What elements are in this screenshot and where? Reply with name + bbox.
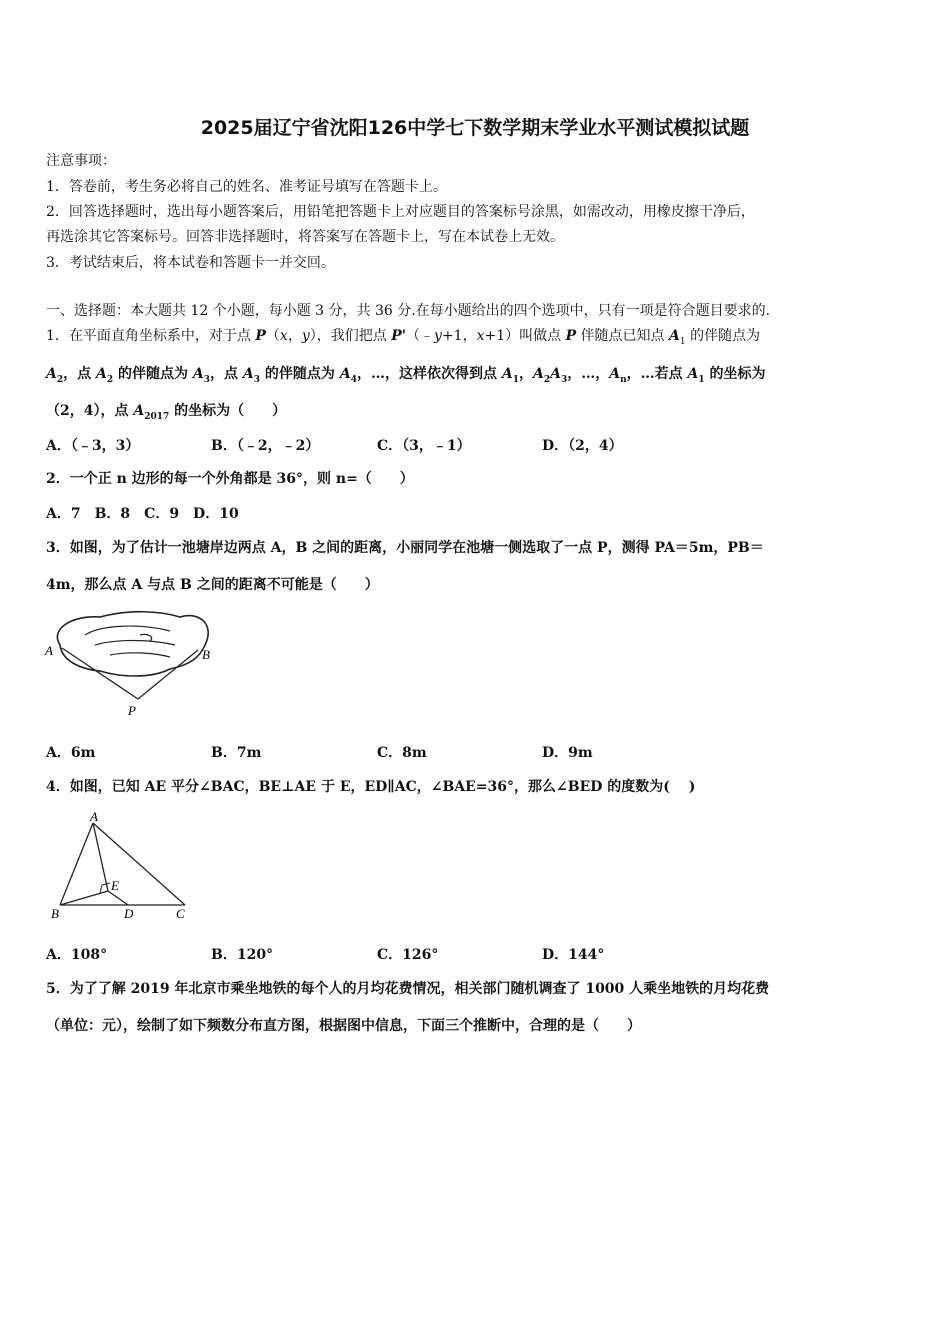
q2-options: A．7 B．8 C．9 D．10 bbox=[46, 506, 239, 522]
label-b: B bbox=[51, 906, 59, 921]
q4-text: 4．如图，已知 AE 平分∠BAC，BE⊥AE 于 E，ED∥AC，∠BAE=36°，那么∠BED 的度数为( ) bbox=[46, 779, 696, 795]
q1-option-b: B．（﹣2，﹣2） bbox=[211, 438, 320, 454]
pond-figure bbox=[40, 605, 230, 725]
q1-line-2: $A_2$，点 $A_2$ 的伴随点为 $A_3$，点 $A_3$ 的伴随点为 $A_4$，…，这样依次得到点 $A_1$，$A_2A_3$，…，$A_n$，…若点 $A_1$ 的坐标为 bbox=[46, 366, 766, 385]
label-e: E bbox=[111, 878, 119, 893]
q4-option-d: D．144° bbox=[542, 947, 605, 963]
q1-option-d: D．（2，4） bbox=[542, 438, 623, 454]
notice-heading: 注意事项： bbox=[46, 153, 116, 169]
page-title: 2025届辽宁省沈阳126中学七下数学期末学业水平测试模拟试题 bbox=[200, 117, 750, 139]
label-p: P bbox=[128, 703, 136, 718]
q1-option-c: C．（3，﹣1） bbox=[377, 438, 471, 454]
triangle-figure bbox=[45, 805, 205, 925]
notice-item-2: 2．回答选择题时，选出每小题答案后，用铅笔把答题卡上对应题目的答案标号涂黑，如需改动，用橡皮擦干净后， bbox=[46, 204, 755, 220]
q4-option-c: C．126° bbox=[377, 947, 439, 963]
notice-item-2-cont: 再选涂其它答案标号。回答非选择题时，将答案写在答题卡上，写在本试卷上无效。 bbox=[46, 229, 564, 245]
q4-option-a: A．108° bbox=[46, 947, 108, 963]
notice-item-1: 1．答卷前，考生务必将自己的姓名、准考证号填写在答题卡上。 bbox=[46, 179, 447, 195]
label-a: A bbox=[90, 809, 98, 824]
label-b: B bbox=[202, 647, 210, 662]
q1-option-a: A．（﹣3，3） bbox=[46, 438, 140, 454]
label-d: D bbox=[124, 906, 134, 921]
q3-line-2: 4m，那么点 A 与点 B 之间的距离不可能是（ ） bbox=[46, 577, 379, 593]
label-a: A bbox=[45, 643, 53, 658]
q5-line-1: 5．为了了解 2019 年北京市乘坐地铁的每个人的月均花费情况，相关部门随机调查了 1000 人乘坐地铁的月均花费 bbox=[46, 981, 770, 997]
q1-line-3: （2，4），点 $A_{2017}$ 的坐标为（ ） bbox=[46, 403, 287, 422]
q3-option-c: C．8m bbox=[377, 745, 427, 761]
label-c: C bbox=[176, 906, 185, 921]
q1-line-1: 1．在平面直角坐标系中，对于点 P（x，y），我们把点 P'（﹣y+1，x+1）叫做点 P 伴随点已知点 $A_1$ 的伴随点为 bbox=[46, 328, 761, 347]
notice-item-3: 3．考试结束后，将本试卷和答题卡一并交回。 bbox=[46, 255, 335, 271]
q2-text: 2．一个正 n 边形的每一个外角都是 36°，则 n=（ ） bbox=[46, 471, 414, 487]
q3-line-1: 3．如图，为了估计一池塘岸边两点 A，B 之间的距离，小丽同学在池塘一侧选取了一点 P，测得 PA＝5m，PB＝ bbox=[46, 540, 764, 556]
q3-option-b: B．7m bbox=[211, 745, 262, 761]
q3-option-d: D．9m bbox=[542, 745, 593, 761]
q4-option-b: B．120° bbox=[211, 947, 274, 963]
q3-option-a: A．6m bbox=[46, 745, 96, 761]
section-heading: 一、选择题：本大题共 12 个小题，每小题 3 分，共 36 分.在每小题给出的四个选项中，只有一项是符合题目要求的. bbox=[46, 303, 771, 319]
q5-line-2: （单位：元），绘制了如下频数分布直方图，根据图中信息，下面三个推断中，合理的是（ ） bbox=[46, 1018, 641, 1034]
